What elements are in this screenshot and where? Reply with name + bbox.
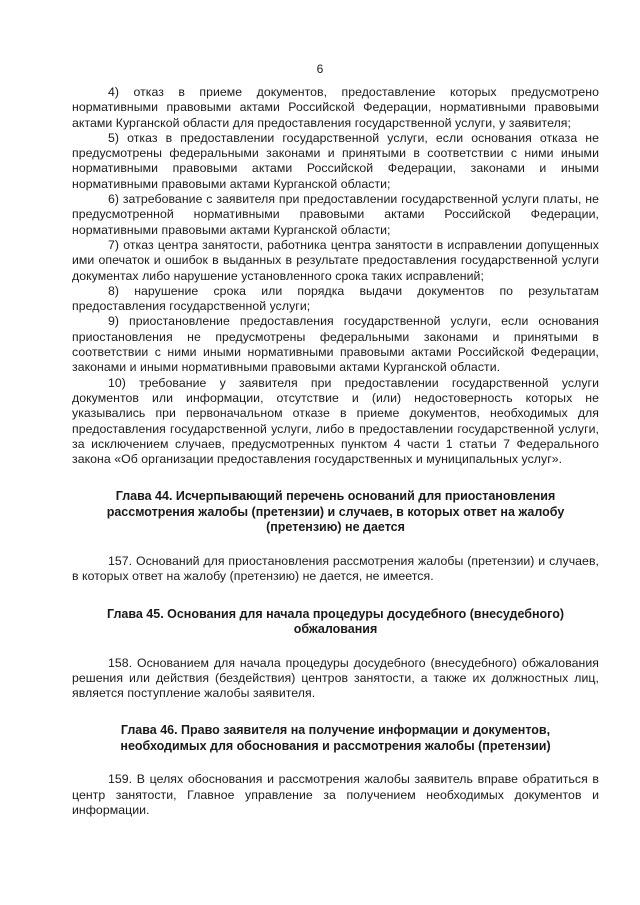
- list-item: 9) приостановление предоставления государственной услуги, если основания приостановления не предусмотрены федеральными законами и принятыми в соответствии с ними иными нормативными правовыми актами Российской Федерации, законами и иными нормативными правовыми актами Курганской области.: [72, 314, 599, 375]
- list-item: 5) отказ в предоставлении государственной услуги, если основания отказа не предусмотрены федеральными законами и принятыми в соответствии с ними иными нормативными правовыми актами Российской Федерации, законами и иными нормативными правовыми актами Курганской области;: [72, 130, 599, 191]
- chapter-44-heading: Глава 44. Исчерпывающий перечень оснований для приостановления рассмотрения жалобы (претензии) и случаев, в которых ответ на жалобу (претензию) не дается: [106, 489, 565, 535]
- list-item: 8) нарушение срока или порядка выдачи документов по результатам предоставления государственной услуги;: [72, 283, 599, 314]
- chapter-46-heading: Глава 46. Право заявителя на получение информации и документов, необходимых для обоснования и рассмотрения жалобы (претензии): [120, 723, 551, 753]
- page-number: 6: [316, 62, 324, 76]
- paragraph-158: 158. Основанием для начала процедуры досудебного (внесудебного) обжалования решения или действия (бездействия) центров занятости, а также их должностных лиц, является поступление жалобы заявителя.: [72, 655, 599, 701]
- list-item: 6) затребование с заявителя при предоставлении государственной услуги платы, не предусмотренной нормативными правовыми актами Российской Федерации, нормативными правовыми актами Курганской области;: [72, 192, 599, 237]
- paragraph-157: 157. Оснований для приостановления рассмотрения жалобы (претензии) и случаев, в которых ответ на жалобу (претензию) не дается, не имеется.: [72, 553, 599, 584]
- document-body: [72, 85, 599, 818]
- chapter-45-heading: Глава 45. Основания для начала процедуры досудебного (внесудебного) обжалования: [106, 606, 565, 637]
- list-item: 4) отказ в приеме документов, предоставление которых предусмотрено нормативными правовыми актами Российской Федерации, нормативными правовыми актами Курганской области для предоставления государственной услуги, у заявителя;: [72, 85, 599, 130]
- list-item: 7) отказ центра занятости, работника центра занятости в исправлении допущенных ими опечаток и ошибок в выданных в результате предоставления государственной услуги документах либо нарушение установленного срока таких исправлений;: [72, 237, 599, 283]
- paragraph-159: 159. В целях обоснования и рассмотрения жалобы заявитель вправе обратиться в центр занятости, Главное управление за получением необходимых документов и информации.: [72, 772, 599, 817]
- list-item: 10) требование у заявителя при предоставлении государственной услуги документов или информации, отсутствие и (или) недостоверность которых не указывались при первоначальном отказе в приеме документов, необходимых для предоставления государственной услуги, либо в предоставлении государственной услуги, за исключением случаев, предусмотренных пунктом 4 части 1 статьи 7 Федерального закона «Об организации предоставления государственных и муниципальных услуг».: [72, 375, 599, 467]
